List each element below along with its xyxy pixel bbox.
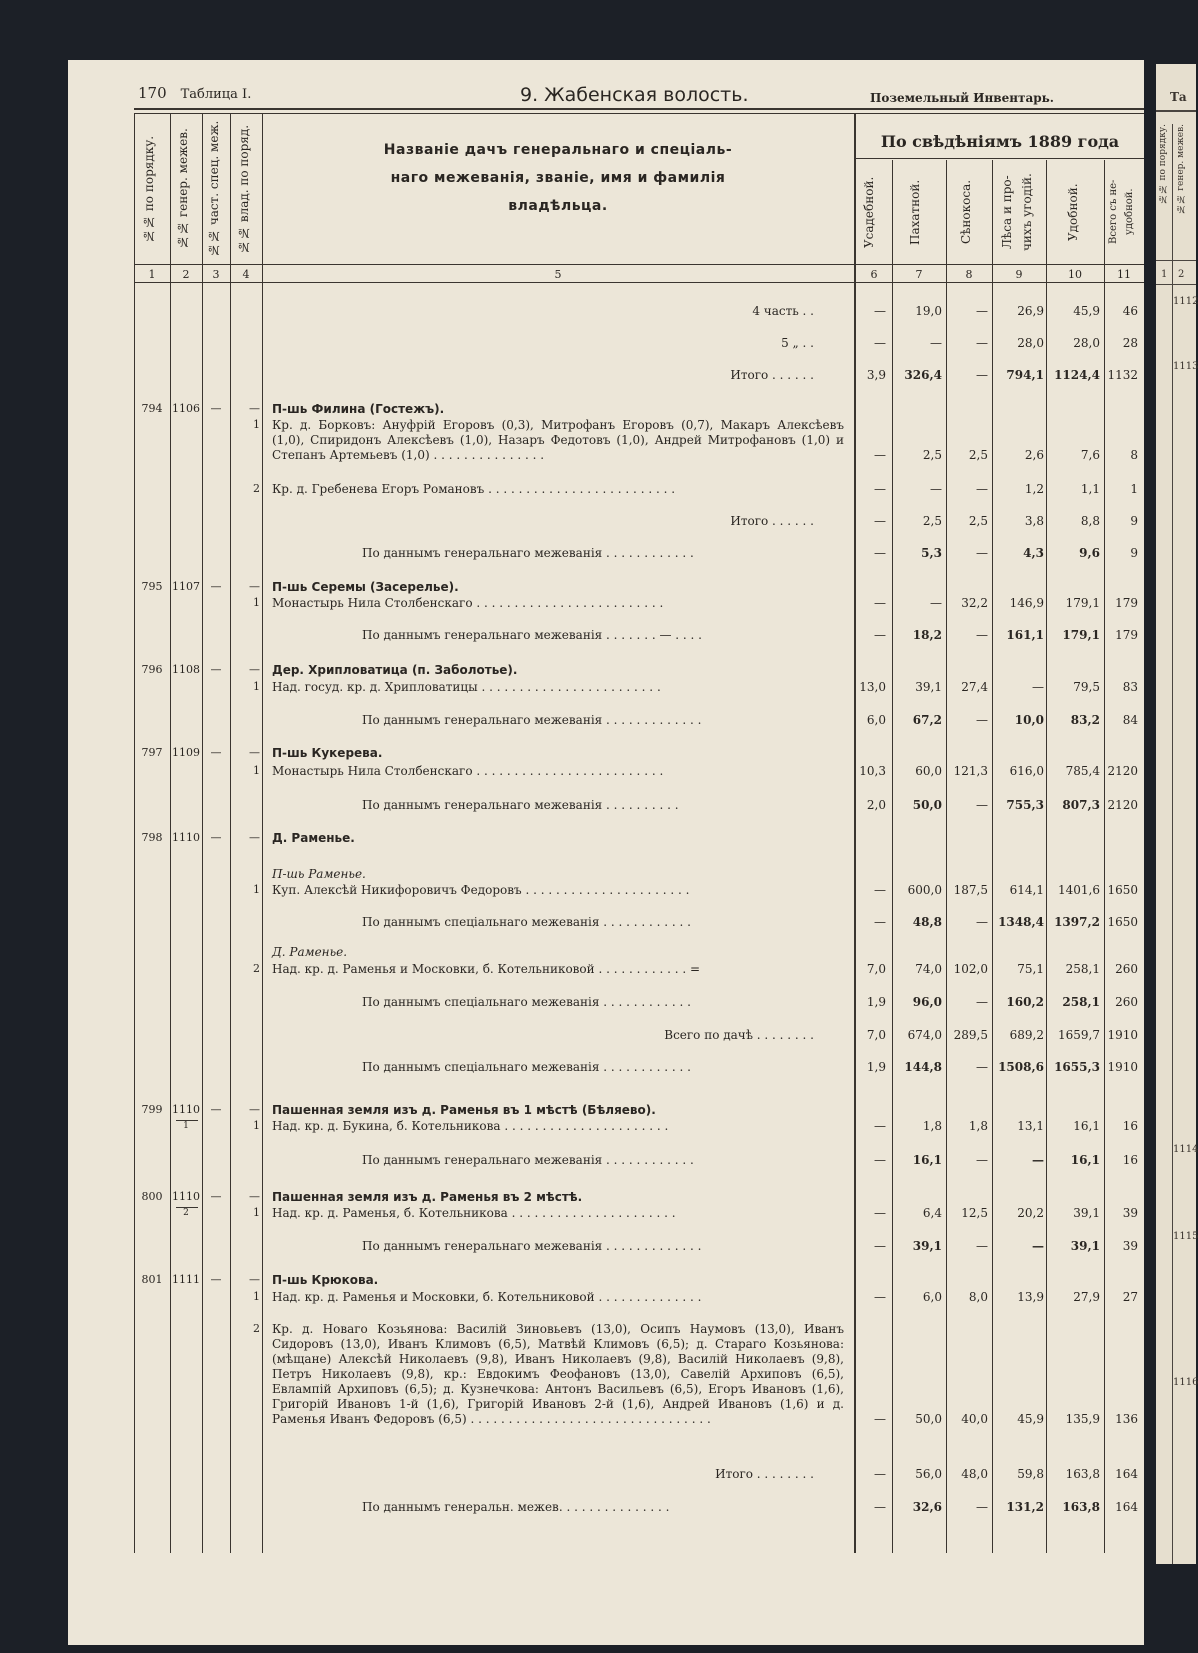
row-value-c10: 39,1 — [1073, 1206, 1100, 1220]
row-value-c8: — — [976, 368, 988, 382]
row-value-c6: 6,0 — [866, 713, 886, 727]
row-value-c6: 1,9 — [866, 995, 886, 1009]
row-order-number: 795 — [141, 580, 163, 593]
row-value-c6: 10,3 — [859, 764, 886, 778]
col-number: 10 — [1068, 268, 1082, 281]
row-value-c6: — — [874, 448, 886, 462]
row-general-survey-number: 1107 — [172, 580, 200, 593]
next-page-mark: 1116 — [1173, 1377, 1198, 1388]
row-value-c11: 179 — [1115, 596, 1138, 610]
row-value-c10: 28,0 — [1073, 336, 1100, 350]
row-general-survey-number: 1108 — [172, 663, 200, 676]
row-owner-number: — — [249, 580, 260, 593]
row-value-c9: 616,0 — [1009, 764, 1044, 778]
col-number: 9 — [1015, 268, 1023, 281]
row-value-c8: 187,5 — [953, 883, 988, 897]
row-order-number: 798 — [141, 831, 163, 844]
row-value-c7: 5,3 — [921, 546, 942, 560]
row-value-c7: 326,4 — [904, 368, 942, 382]
row-value-c11: 164 — [1115, 1467, 1138, 1481]
row-value-c8: — — [976, 798, 988, 812]
row-description: Монастырь Нила Столбенскаго . . . . . . . . . . . . . . . . . . . . . . . . . — [272, 596, 664, 610]
col-number: 3 — [212, 268, 220, 281]
row-description: Куп. Алексѣй Никифоровичъ Федоровъ . . . . . . . . . . . . . . . . . . . . . . — [272, 883, 690, 897]
row-general-survey-number: 1109 — [172, 746, 200, 759]
row-description: Пашенная земля изъ д. Раменья въ 1 мѣстѣ (Бѣляево). — [272, 1103, 656, 1117]
row-description: Над. кр. д. Раменья и Московки, б. Котельниковой . . . . . . . . . . . . . . — [272, 1290, 702, 1304]
row-special-survey-number: — — [210, 1103, 222, 1116]
next-page-col1-head: №№ по порядку. — [1158, 124, 1168, 204]
table-label: Таблица I. — [180, 87, 252, 102]
row-owner-number: — — [249, 1103, 260, 1116]
header-rule — [134, 108, 1144, 110]
row-value-c9: 689,2 — [1009, 1028, 1044, 1042]
col-header-forest-b: чихъ угодій. — [1020, 173, 1034, 251]
row-value-c8: 12,5 — [961, 1206, 988, 1220]
next-page-head: Та — [1170, 90, 1187, 104]
row-value-c8: 40,0 — [961, 1412, 988, 1426]
col-number: 1 — [148, 268, 156, 281]
row-description: Всего по дачѣ . . . . . . . . — [664, 1028, 814, 1042]
row-value-c6: 13,0 — [859, 680, 886, 694]
row-value-c10: 179,1 — [1062, 628, 1100, 642]
row-general-survey-number: 1110 — [172, 1103, 200, 1116]
row-special-survey-number: — — [210, 663, 222, 676]
row-value-c7: 74,0 — [915, 962, 942, 976]
row-owner-number: 1 — [253, 680, 260, 693]
col-header-arable: Пахатной. — [908, 179, 922, 245]
col-number: 8 — [965, 268, 973, 281]
row-value-c9: — — [1032, 1239, 1044, 1253]
row-value-c7: 6,0 — [922, 1290, 942, 1304]
col-header-hayfield: Сѣнокоса. — [959, 179, 973, 245]
row-value-c8: — — [976, 628, 988, 642]
row-value-c8: — — [976, 1239, 988, 1253]
row-value-c10: 179,1 — [1065, 596, 1100, 610]
col-header-total-b: удобной. — [1124, 188, 1135, 236]
row-value-c10: 8,8 — [1080, 514, 1100, 528]
next-page-edge — [1156, 64, 1196, 1564]
row-value-c6: — — [874, 1412, 886, 1426]
row-value-c10: 45,9 — [1073, 304, 1100, 318]
row-value-c11: 1910 — [1107, 1028, 1138, 1042]
volost-title: 9. Жабенская волость. — [520, 84, 749, 106]
row-value-c7: 56,0 — [915, 1467, 942, 1481]
row-value-c6: 7,0 — [866, 962, 886, 976]
row-value-c9: 13,1 — [1017, 1119, 1044, 1133]
row-value-c8: — — [976, 915, 988, 929]
row-value-c6: — — [874, 628, 886, 642]
row-value-c8: — — [976, 336, 988, 350]
row-value-c9: 1,2 — [1024, 482, 1044, 496]
col-number: 4 — [242, 268, 250, 281]
row-order-number: 796 — [141, 663, 163, 676]
row-value-c10: 163,8 — [1062, 1500, 1100, 1514]
row-value-c10: 1,1 — [1080, 482, 1100, 496]
row-value-c8: — — [976, 546, 988, 560]
row-description: П-шь Серемы (Засерелье). — [272, 580, 459, 594]
row-description: По даннымъ генеральнаго межеванія . . . . . . . . . . . . — [362, 546, 694, 560]
row-value-c7: 50,0 — [912, 798, 942, 812]
row-value-c8: — — [976, 482, 988, 496]
row-description: 4 часть . . — [752, 304, 814, 318]
row-order-number: 797 — [141, 746, 163, 759]
row-value-c6: — — [874, 915, 886, 929]
row-description: Над. кр. д. Раменья, б. Котельникова . . . . . . . . . . . . . . . . . . . . . . — [272, 1206, 676, 1220]
row-value-c8: 48,0 — [961, 1467, 988, 1481]
row-value-c9: — — [1032, 680, 1044, 694]
row-value-c6: — — [874, 1206, 886, 1220]
row-value-c11: 16 — [1122, 1119, 1138, 1133]
row-value-c9: 13,9 — [1017, 1290, 1044, 1304]
row-description: По даннымъ спеціальнаго межеванія . . . . . . . . . . . . — [362, 995, 691, 1009]
row-owner-number: 2 — [253, 962, 260, 975]
row-value-c10: 135,9 — [1065, 1412, 1100, 1426]
row-order-number: 800 — [141, 1190, 163, 1203]
row-value-c6: — — [874, 883, 886, 897]
row-owner-number: 1 — [253, 1290, 260, 1303]
row-value-c9: — — [1032, 1153, 1044, 1167]
row-description: По даннымъ спеціальнаго межеванія . . . . . . . . . . . . — [362, 1060, 691, 1074]
col-header-owner-order: №№ влад. по поряд. — [237, 124, 251, 254]
row-description: Дер. Хрипловатица (п. Заболотье). — [272, 663, 518, 677]
row-description: Д. Раменье. — [272, 945, 348, 959]
row-value-c8: 121,3 — [953, 764, 988, 778]
row-value-c11: 9 — [1130, 546, 1138, 560]
col-header-name-line3: владѣльца. — [508, 198, 608, 214]
row-value-c8: — — [976, 1153, 988, 1167]
row-value-c11: 39 — [1122, 1206, 1138, 1220]
row-value-c8: 32,2 — [961, 596, 988, 610]
col-header-special-survey: №№ част. спец. меж. — [207, 120, 221, 258]
col-rule — [854, 113, 856, 1553]
row-owner-number: 1 — [253, 1119, 260, 1132]
row-value-c10: 785,4 — [1065, 764, 1100, 778]
row-value-c9: 1508,6 — [998, 1060, 1044, 1074]
row-value-c7: — — [930, 482, 942, 496]
row-value-c10: 163,8 — [1065, 1467, 1100, 1481]
col-rule — [262, 113, 263, 1553]
row-owner-number: 1 — [253, 764, 260, 777]
col-header-general-survey: №№ генер. межев. — [176, 128, 190, 250]
row-general-survey-number: 1111 — [172, 1273, 200, 1286]
row-value-c9: 1348,4 — [998, 915, 1044, 929]
inventory-title: Поземельный Инвентарь. — [870, 91, 1054, 105]
row-value-c8: — — [976, 1500, 988, 1514]
col-header-usable: Удобной. — [1066, 183, 1080, 241]
row-description: Над. кр. д. Раменья и Московки, б. Котельниковой . . . . . . . . . . . . = — [272, 962, 701, 976]
row-value-c10: 807,3 — [1062, 798, 1100, 812]
row-special-survey-number: — — [210, 746, 222, 759]
row-value-c8: — — [976, 1060, 988, 1074]
row-value-c6: — — [874, 1290, 886, 1304]
col-rule — [230, 113, 231, 1553]
row-value-c11: 260 — [1115, 962, 1138, 976]
col-number: 2 — [182, 268, 190, 281]
row-value-c7: 144,8 — [904, 1060, 942, 1074]
row-description: 5 „ . . — [781, 336, 814, 350]
row-value-c8: 1,8 — [968, 1119, 988, 1133]
row-general-survey-number: 1110 — [172, 831, 200, 844]
row-owner-number: 1 — [253, 596, 260, 609]
row-value-c9: 794,1 — [1006, 368, 1044, 382]
row-value-c11: 1650 — [1107, 883, 1138, 897]
row-description: По даннымъ генеральнаго межеванія . . . . . . . . . . . . . — [362, 1239, 702, 1253]
row-value-c6: — — [874, 1467, 886, 1481]
row-description: По даннымъ генеральнаго межеванія . . . . . . . . . . . . . — [362, 713, 702, 727]
row-value-c7: — — [930, 596, 942, 610]
row-value-c10: 16,1 — [1073, 1119, 1100, 1133]
row-description: П-шь Филина (Гостежъ). — [272, 402, 445, 416]
row-value-c8: — — [976, 713, 988, 727]
row-value-c10: 79,5 — [1073, 680, 1100, 694]
row-description: Итого . . . . . . — [730, 368, 814, 382]
row-description: Кр. д. Гребенева Егоръ Романовъ . . . . . . . . . . . . . . . . . . . . . . . . . — [272, 482, 676, 496]
next-page-num1: 1 — [1161, 269, 1168, 280]
page-number: 170 — [138, 84, 167, 102]
row-value-c6: — — [874, 514, 886, 528]
row-owner-number: — — [249, 1273, 260, 1286]
row-value-c7: 67,2 — [912, 713, 942, 727]
row-survey-sub-number: 1 — [183, 1121, 189, 1131]
row-description: Д. Раменье. — [272, 831, 355, 845]
row-value-c8: 27,4 — [961, 680, 988, 694]
row-general-survey-number: 1110 — [172, 1190, 200, 1203]
row-value-c11: 84 — [1122, 713, 1138, 727]
header-rule-thin — [134, 113, 1144, 114]
row-value-c10: 7,6 — [1080, 448, 1100, 462]
row-value-c10: 1397,2 — [1054, 915, 1100, 929]
next-page-mark: 1113 — [1173, 361, 1198, 372]
col-header-forest-a: Лѣса и про- — [1000, 175, 1014, 249]
row-value-c11: 1650 — [1107, 915, 1138, 929]
head-bottom-rule — [134, 264, 1144, 265]
col-number: 7 — [915, 268, 923, 281]
row-value-c9: 28,0 — [1017, 336, 1044, 350]
row-value-c10: 258,1 — [1065, 962, 1100, 976]
row-value-c11: 83 — [1122, 680, 1138, 694]
row-value-c11: 1132 — [1107, 368, 1138, 382]
row-value-c7: 39,1 — [915, 680, 942, 694]
row-value-c8: 2,5 — [968, 514, 988, 528]
col-header-name — [262, 136, 854, 220]
row-order-number: 801 — [141, 1273, 163, 1286]
row-value-c9: 20,2 — [1017, 1206, 1044, 1220]
row-description: По даннымъ генеральн. межев. . . . . . . . . . . . . . . — [362, 1500, 670, 1514]
row-value-c7: 60,0 — [915, 764, 942, 778]
row-description: По даннымъ генеральнаго межеванія . . . . . . . — . . . . — [362, 628, 702, 642]
row-owner-number: 1 — [253, 1206, 260, 1219]
row-value-c6: 2,0 — [866, 798, 886, 812]
row-description: Кр. д. Новаго Козьянова: Василій Зиновьевъ (13,0), Осипъ Наумовъ (13,0), Иванъ Сидоровъ (13,0), Иванъ Климовъ (6,5), Матвѣй Климовъ (6,5); д. Стараго Козьянова: (мѣщане) Алексѣй Николаевъ (9,8), Иванъ Николаевъ (9,8), Василій Николаевъ (9,8), Петръ Николаевъ (9,8), кр.: Евдокимъ Феофановъ (13,0), Савелій Архиповъ (6,5), Евлампій Архиповъ (6,5); д. Кузнечкова: Антонъ Васильевъ (6,5), Егоръ Ивановъ (1,6), Григорій Ивановъ 1-й (1,6), Григорій Ивановъ 2-й (1,6), Андрей Ивановъ (1,6) и д. Раменья Иванъ Федоровъ (6,5) . . . . . . . . . . . . . . . . . . . . . . . . . . . . . . . . — [272, 1322, 844, 1426]
row-value-c7: 32,6 — [912, 1500, 942, 1514]
row-order-number: 794 — [141, 402, 163, 415]
row-value-c9: 45,9 — [1017, 1412, 1044, 1426]
row-value-c6: — — [874, 1153, 886, 1167]
row-owner-number: 1 — [253, 883, 260, 896]
row-value-c6: 1,9 — [866, 1060, 886, 1074]
row-value-c11: 8 — [1130, 448, 1138, 462]
row-description: П-шь Кукерева. — [272, 746, 383, 760]
row-value-c9: 4,3 — [1023, 546, 1044, 560]
colnum-rule — [134, 282, 1144, 283]
col-header-name-line2: наго межеванія, званіе, имя и фамилія — [390, 170, 726, 186]
row-value-c9: 161,1 — [1006, 628, 1044, 642]
row-value-c7: 19,0 — [915, 304, 942, 318]
row-value-c8: 2,5 — [968, 448, 988, 462]
row-description: П-шь Раменье. — [272, 867, 366, 881]
row-value-c6: — — [874, 1119, 886, 1133]
col-rule — [1046, 160, 1047, 1553]
row-owner-number: — — [249, 663, 260, 676]
row-value-c6: 3,9 — [866, 368, 886, 382]
row-special-survey-number: — — [210, 580, 222, 593]
row-value-c11: 1910 — [1107, 1060, 1138, 1074]
row-description: Кр. д. Борковъ: Ануфрій Егоровъ (0,3), Митрофанъ Егоровъ (0,7), Макаръ Алексѣевъ (1,0), Спиридонъ Алексѣевъ (1,0), Назаръ Федотовъ (1,0), Андрей Митрофановъ (1,0) и Степанъ Артемьевъ (1,0) . . . . . . . . . . . . . . . — [272, 418, 844, 462]
row-value-c7: 1,8 — [922, 1119, 942, 1133]
row-value-c11: 9 — [1130, 514, 1138, 528]
row-value-c6: — — [874, 482, 886, 496]
row-value-c9: 10,0 — [1014, 713, 1044, 727]
row-value-c9: 26,9 — [1017, 304, 1044, 318]
col-header-order: №№ по порядку. — [142, 135, 156, 243]
row-value-c9: 146,9 — [1009, 596, 1044, 610]
row-value-c10: 1655,3 — [1054, 1060, 1100, 1074]
row-value-c11: 39 — [1122, 1239, 1138, 1253]
row-value-c7: 48,8 — [912, 915, 942, 929]
row-value-c10: 1401,6 — [1058, 883, 1100, 897]
row-value-c9: 75,1 — [1017, 962, 1044, 976]
row-general-survey-number: 1106 — [172, 402, 200, 415]
row-value-c11: 136 — [1115, 1412, 1138, 1426]
row-value-c7: 2,5 — [922, 514, 942, 528]
row-value-c7: 16,1 — [912, 1153, 942, 1167]
row-value-c10: 258,1 — [1062, 995, 1100, 1009]
col-header-name-line1: Названіе дачъ генеральнаго и спеціаль- — [383, 142, 733, 158]
row-value-c8: 289,5 — [953, 1028, 988, 1042]
row-owner-number: — — [249, 1190, 260, 1203]
row-value-c8: — — [976, 304, 988, 318]
row-owner-number: — — [249, 746, 260, 759]
row-description: По даннымъ генеральнаго межеванія . . . . . . . . . . . . — [362, 1153, 694, 1167]
row-value-c11: 28 — [1122, 336, 1138, 350]
row-value-c6: — — [874, 546, 886, 560]
row-value-c10: 16,1 — [1070, 1153, 1100, 1167]
row-value-c11: 16 — [1122, 1153, 1138, 1167]
row-value-c11: 179 — [1115, 628, 1138, 642]
row-value-c11: 260 — [1115, 995, 1138, 1009]
row-description: Монастырь Нила Столбенскаго . . . . . . . . . . . . . . . . . . . . . . . . . — [272, 764, 664, 778]
row-value-c11: 1 — [1130, 482, 1138, 496]
row-description: П-шь Крюкова. — [272, 1273, 379, 1287]
group-rule — [854, 158, 1144, 159]
row-value-c11: 27 — [1122, 1290, 1138, 1304]
row-special-survey-number: — — [210, 1273, 222, 1286]
col-number: 6 — [870, 268, 878, 281]
row-value-c6: — — [874, 1500, 886, 1514]
row-value-c7: 674,0 — [907, 1028, 942, 1042]
row-description: По даннымъ спеціальнаго межеванія . . . . . . . . . . . . — [362, 915, 691, 929]
row-value-c9: 59,8 — [1017, 1467, 1044, 1481]
row-value-c7: 50,0 — [915, 1412, 942, 1426]
next-page-mark: 1114 — [1173, 1144, 1198, 1155]
row-description: По даннымъ генеральнаго межеванія . . . . . . . . . . — [362, 798, 679, 812]
row-value-c10: 27,9 — [1073, 1290, 1100, 1304]
next-page-mark: 1112 — [1173, 296, 1198, 307]
row-value-c10: 39,1 — [1070, 1239, 1100, 1253]
row-value-c11: 2120 — [1107, 764, 1138, 778]
row-value-c6: — — [874, 304, 886, 318]
row-owner-number: 2 — [253, 482, 260, 495]
row-value-c9: 131,2 — [1006, 1500, 1044, 1514]
row-value-c7: 18,2 — [912, 628, 942, 642]
col-header-total-a: Всего съ не- — [1108, 179, 1119, 245]
row-value-c7: 39,1 — [912, 1239, 942, 1253]
row-value-c10: 1124,4 — [1054, 368, 1100, 382]
row-value-c9: 2,6 — [1024, 448, 1044, 462]
row-value-c6: 7,0 — [866, 1028, 886, 1042]
row-value-c9: 755,3 — [1006, 798, 1044, 812]
row-value-c8: 8,0 — [968, 1290, 988, 1304]
row-description: Над. кр. д. Букина, б. Котельникова . . . . . . . . . . . . . . . . . . . . . . — [272, 1119, 669, 1133]
row-special-survey-number: — — [210, 831, 222, 844]
row-description: Итого . . . . . . — [730, 514, 814, 528]
row-value-c11: 164 — [1115, 1500, 1138, 1514]
next-page-num2: 2 — [1178, 269, 1185, 280]
row-special-survey-number: — — [210, 1190, 222, 1203]
row-owner-number: — — [249, 831, 260, 844]
row-description: Пашенная земля изъ д. Раменья въ 2 мѣстѣ. — [272, 1190, 583, 1204]
col-number: 5 — [554, 268, 562, 281]
row-value-c10: 9,6 — [1079, 546, 1100, 560]
row-value-c7: 96,0 — [912, 995, 942, 1009]
next-page-mark: 1115 — [1173, 1231, 1198, 1242]
row-value-c7: 2,5 — [922, 448, 942, 462]
row-value-c9: 160,2 — [1006, 995, 1044, 1009]
row-value-c6: — — [874, 596, 886, 610]
row-special-survey-number: — — [210, 402, 222, 415]
row-value-c9: 3,8 — [1024, 514, 1044, 528]
row-value-c10: 83,2 — [1070, 713, 1100, 727]
row-value-c11: 2120 — [1107, 798, 1138, 812]
row-description: Итого . . . . . . . . — [715, 1467, 814, 1481]
row-value-c7: 600,0 — [907, 883, 942, 897]
row-value-c10: 1659,7 — [1058, 1028, 1100, 1042]
row-value-c7: — — [930, 336, 942, 350]
next-page-col2-head: №№ генер. межев. — [1176, 124, 1186, 214]
row-value-c8: — — [976, 995, 988, 1009]
row-survey-sub-number: 2 — [183, 1208, 189, 1218]
row-value-c11: 46 — [1122, 304, 1138, 318]
row-value-c6: — — [874, 1239, 886, 1253]
row-owner-number: 1 — [253, 418, 260, 431]
page-header-left — [138, 84, 251, 102]
row-value-c6: — — [874, 336, 886, 350]
col-number: 11 — [1117, 268, 1131, 281]
row-order-number: 799 — [141, 1103, 163, 1116]
row-value-c7: 6,4 — [922, 1206, 942, 1220]
row-value-c9: 614,1 — [1009, 883, 1044, 897]
row-description: Над. госуд. кр. д. Хрипловатицы . . . . . . . . . . . . . . . . . . . . . . . . — [272, 680, 661, 694]
row-owner-number: — — [249, 402, 260, 415]
group-header-1889: По свѣдѣніямъ 1889 года — [880, 132, 1120, 151]
row-owner-number: 2 — [253, 1322, 260, 1335]
col-header-homestead: Усадебной. — [862, 176, 876, 248]
row-value-c8: 102,0 — [953, 962, 988, 976]
